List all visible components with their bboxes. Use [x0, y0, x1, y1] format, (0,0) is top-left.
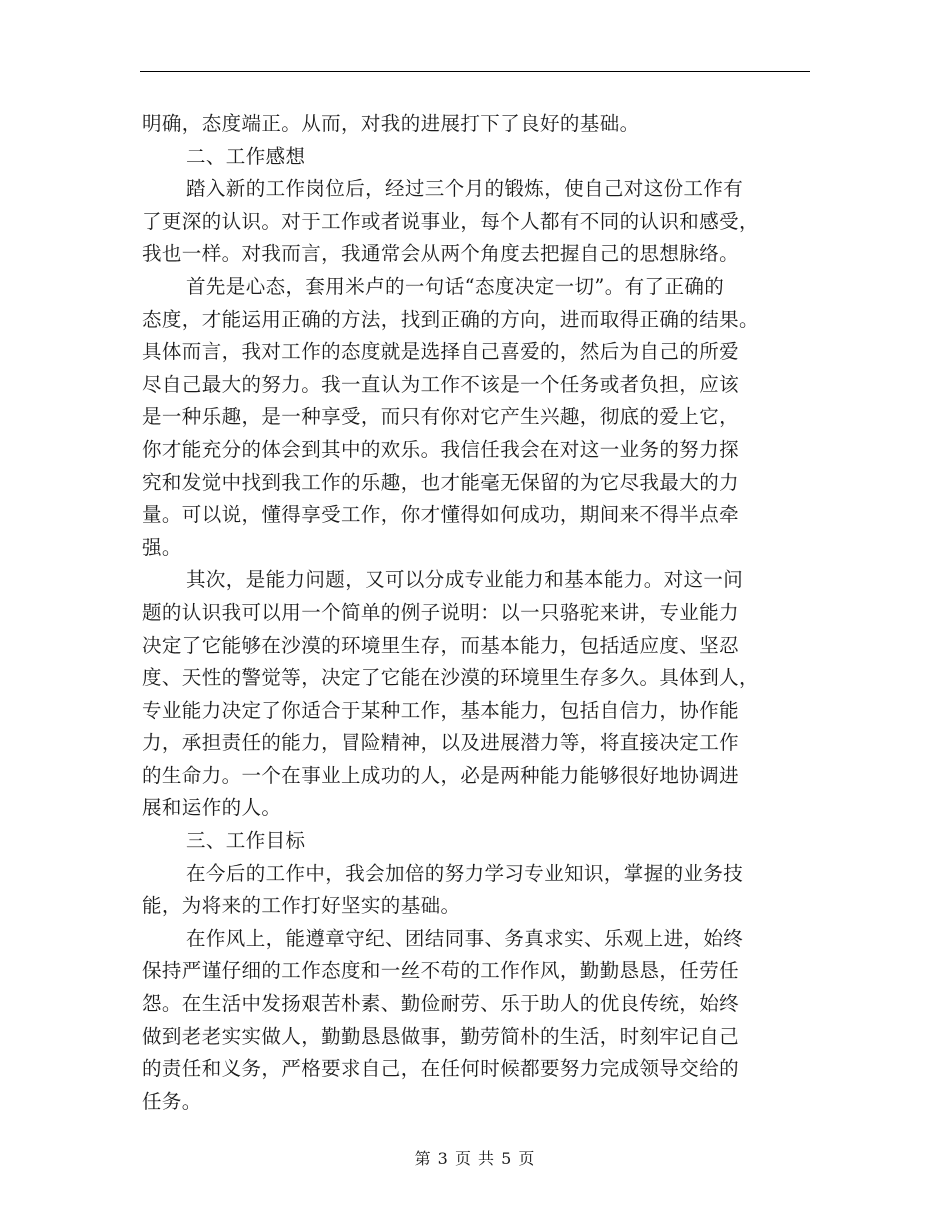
- text-line: 其次，是能力问题，又可以分成专业能力和基本能力。对这一问: [186, 568, 744, 592]
- text-line: 明确，态度端正。从而，对我的进展打下了良好的基础。: [142, 112, 640, 135]
- text-line: 的责任和义务，严格要求自己，在任何时候都要努力完成领导交给的: [142, 1057, 740, 1081]
- text-line: 题的认识我可以用一个简单的例子说明：以一只骆驼来讲，专业能力: [142, 600, 740, 624]
- text-line: 决定了它能够在沙漠的环境里生存，而基本能力，包括适应度、坚忍: [142, 633, 740, 657]
- text-line: 三、工作目标: [186, 829, 306, 853]
- text-line: 强。: [142, 535, 182, 559]
- text-line: 度、天性的警觉等，决定了它能在沙漠的环境里生存多久。具体到人，: [142, 666, 759, 690]
- header-rule: [140, 71, 810, 72]
- page-number-footer: 第 3 页 共 5 页: [414, 1149, 536, 1168]
- document-body: [142, 108, 802, 1118]
- text-line: 保持严谨仔细的工作态度和一丝不苟的工作作风，勤勤恳恳，任劳任: [142, 959, 740, 983]
- text-line: 你才能充分的体会到其中的欢乐。我信任我会在对这一业务的努力探: [142, 437, 740, 461]
- text-line: 力，承担责任的能力，冒险精神，以及进展潜力等，将直接决定工作: [142, 731, 740, 755]
- text-line: 具体而言，我对工作的态度就是选择自己喜爱的，然后为自己的所爱: [142, 340, 740, 364]
- text-line: 能，为将来的工作打好坚实的基础。: [142, 894, 461, 918]
- text-line: 怨。在生活中发扬艰苦朴素、勤俭耐劳、乐于助人的优良传统，始终: [142, 992, 740, 1016]
- text-line: 量。可以说，懂得享受工作，你才懂得如何成功，期间来不得半点牵: [142, 503, 740, 527]
- text-line: 究和发觉中找到我工作的乐趣，也才能毫无保留的为它尽我最大的力: [142, 470, 740, 494]
- text-line: 的生命力。一个在事业上成功的人，必是两种能力能够很好地协调进: [142, 763, 740, 787]
- text-line: 踏入新的工作岗位后，经过三个月的锻炼，使自己对这份工作有: [186, 177, 744, 201]
- text-line: 我也一样。对我而言，我通常会从两个角度去把握自己的思想脉络。: [142, 242, 740, 266]
- text-line: 了更深的认识。对于工作或者说事业，每个人都有不同的认识和感受，: [142, 209, 759, 233]
- text-line: 态度，才能运用正确的方法，找到正确的方向，进而取得正确的结果。: [142, 307, 759, 331]
- text-line: 首先是心态，套用米卢的一句话“态度决定一切”。有了正确的: [186, 274, 725, 298]
- text-line: 尽自己最大的努力。我一直认为工作不该是一个任务或者负担，应该: [142, 372, 740, 396]
- text-line: 做到老老实实做人，勤勤恳恳做事，勤劳简朴的生活，时刻牢记自己: [142, 1024, 740, 1048]
- text-line: 是一种乐趣，是一种享受，而只有你对它产生兴趣，彻底的爱上它，: [142, 405, 740, 429]
- text-line: 在作风上，能遵章守纪、团结同事、务真求实、乐观上进，始终: [186, 926, 744, 950]
- text-line: 专业能力决定了你适合于某种工作，基本能力，包括自信力，协作能: [142, 698, 740, 722]
- text-line: 二、工作感想: [186, 144, 306, 168]
- text-line: 展和运作的人。: [142, 796, 282, 820]
- text-line: 在今后的工作中，我会加倍的努力学习专业知识，掌握的业务技: [186, 861, 744, 885]
- text-line: 任务。: [142, 1089, 202, 1113]
